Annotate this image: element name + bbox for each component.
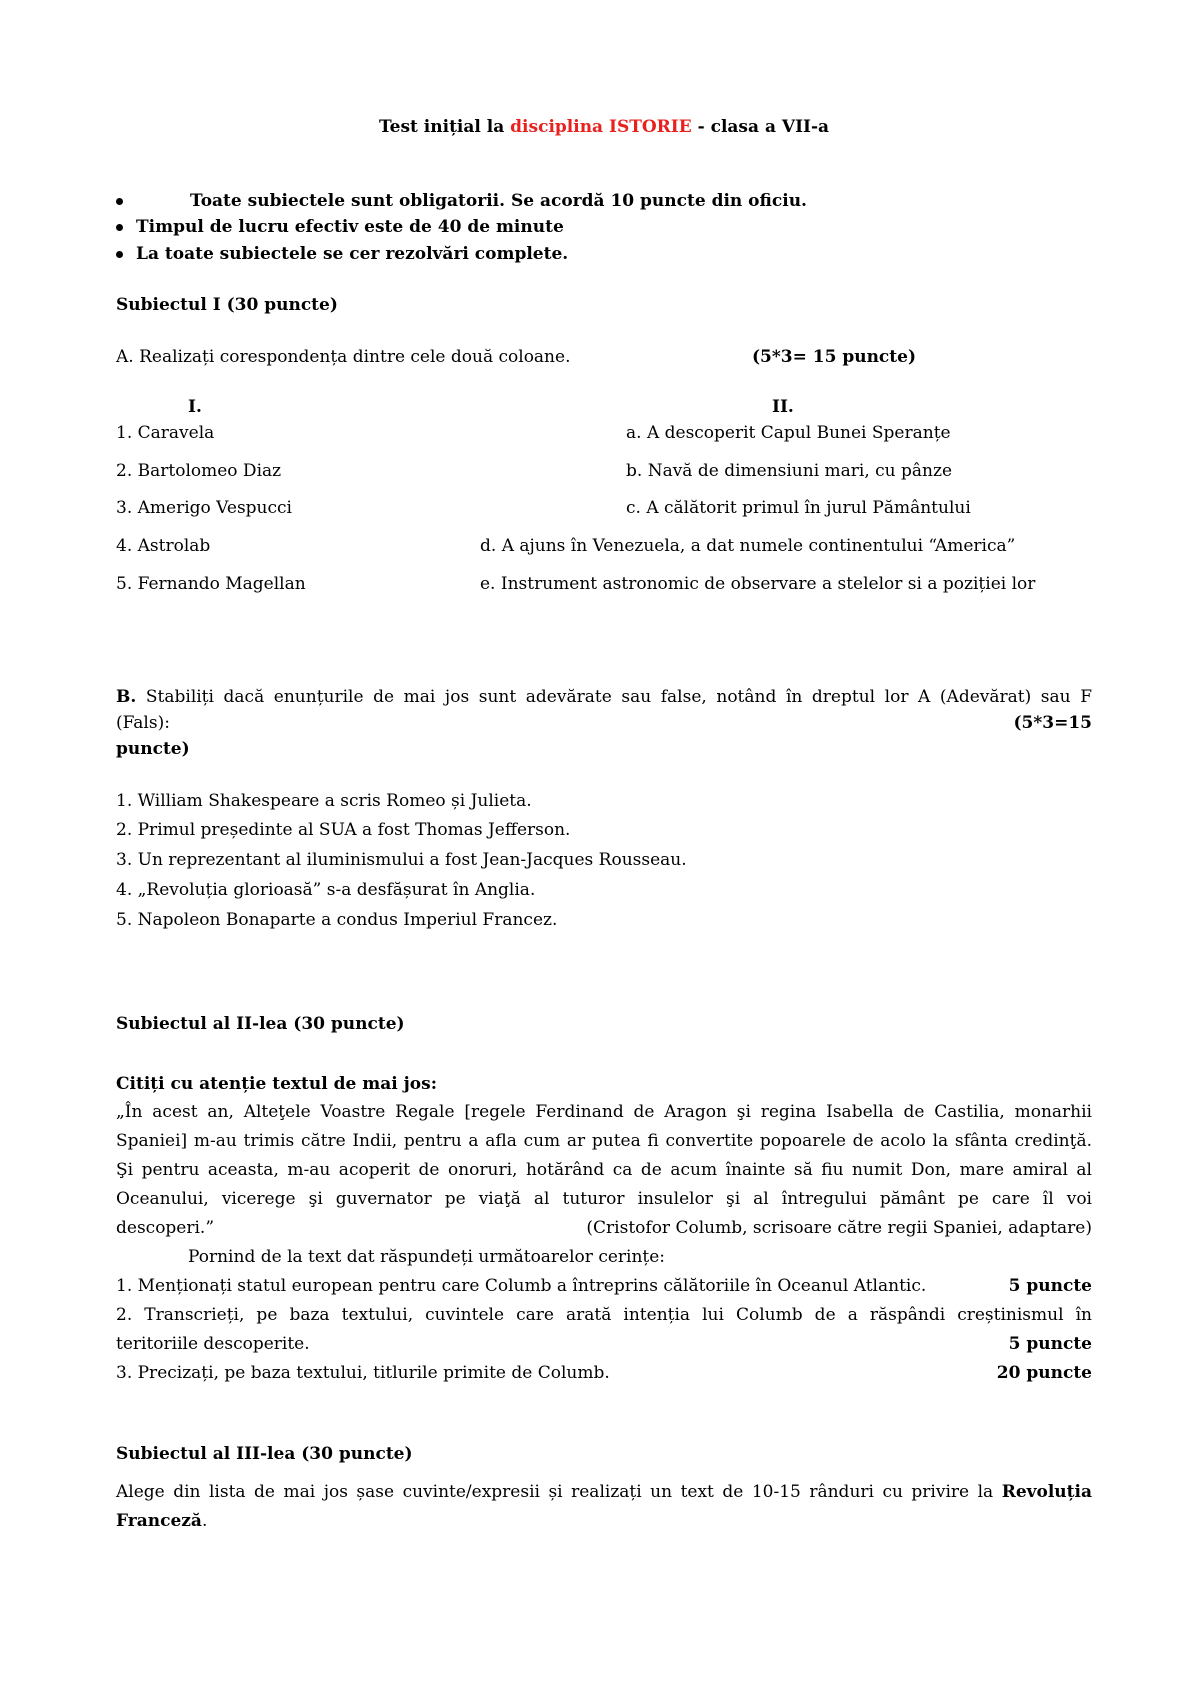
question-1-points: 5 puncte <box>1008 1276 1092 1296</box>
quote-line: „În acest an, Alteţele Voastre Regale [regele Ferdinand de Aragon şi regina Isabella de Castilia, monarhii <box>116 1102 1092 1122</box>
column-2-item: a. A descoperit Capul Bunei Speranțe <box>626 423 951 443</box>
section-1a-points: (5*3= 15 puncte) <box>752 347 916 367</box>
column-1-item: 5. Fernando Magellan <box>116 574 306 594</box>
question-2-points: 5 puncte <box>1008 1334 1092 1354</box>
title-subject: disciplina ISTORIE <box>510 117 692 137</box>
bullet-icon <box>116 251 123 258</box>
quote-line: Şi pentru aceasta, m-au acoperit de onoruri, hotărând ca de acum înainte să fiu numit Don, mare amiral al <box>116 1160 1092 1180</box>
column-2-item: c. A călătorit primul în jurul Pământului <box>626 498 971 518</box>
column-1-item: 4. Astrolab <box>116 536 211 556</box>
column-2-item: e. Instrument astronomic de observare a stelelor si a poziției lor <box>480 574 1036 594</box>
question-3-points: 20 puncte <box>996 1363 1092 1383</box>
question-2: 2. Transcrieți, pe baza textului, cuvintele care arată intenția lui Columb de a răspândi creștinismul în <box>116 1305 1092 1325</box>
column-1-item: 2. Bartolomeo Diaz <box>116 461 282 481</box>
statement-item: 4. „Revoluția glorioasă” s-a desfășurat în Anglia. <box>116 880 536 900</box>
column-2-item: d. A ajuns în Venezuela, a dat numele continentului “America” <box>480 536 1016 556</box>
quote-source: (Cristofor Columb, scrisoare către regii Spaniei, adaptare) <box>586 1218 1092 1238</box>
section-1b-points-cont: puncte) <box>116 739 190 759</box>
section-1-heading: Subiectul I (30 puncte) <box>116 295 338 315</box>
column-2-header: II. <box>772 397 794 417</box>
column-2-item: b. Navă de dimensiuni mari, cu pânze <box>626 461 953 481</box>
statement-item: 2. Primul președinte al SUA a fost Thomas Jefferson. <box>116 820 571 840</box>
column-1-item: 3. Amerigo Vespucci <box>116 498 292 518</box>
question-2-cont: teritoriile descoperite. <box>116 1334 310 1354</box>
column-1-item: 1. Caravela <box>116 423 215 443</box>
column-1-header: I. <box>188 397 202 417</box>
statement-item: 3. Un reprezentant al iluminismului a fost Jean-Jacques Rousseau. <box>116 850 687 870</box>
section-2-instruction: Citiți cu atenție textul de mai jos: <box>116 1074 437 1094</box>
question-1: 1. Menționați statul european pentru care Columb a întreprins călătoriile în Oceanul Atlantic. <box>116 1276 927 1296</box>
section-3-instruction-cont: Franceză. <box>116 1511 208 1531</box>
section-3-heading: Subiectul al III-lea (30 puncte) <box>116 1444 413 1464</box>
questions-lead: Pornind de la text dat răspundeți următoarelor cerințe: <box>188 1247 666 1267</box>
bullet-icon <box>116 224 123 231</box>
section-1b-points: (5*3=15 <box>1013 713 1092 733</box>
section-1a-instruction: A. Realizați corespondența dintre cele două coloane. <box>116 347 571 367</box>
section-1b-instruction-cont: (Fals): <box>116 713 170 733</box>
section-3-instruction: Alege din lista de mai jos șase cuvinte/expresii și realizați un text de 10-15 rânduri cu privire la Revoluția <box>116 1482 1092 1502</box>
statement-item: 1. William Shakespeare a scris Romeo și Julieta. <box>116 791 532 811</box>
page-title: Test inițial la disciplina ISTORIE - clasa a VII-a <box>378 117 830 137</box>
question-3: 3. Precizați, pe baza textului, titlurile primite de Columb. <box>116 1363 610 1383</box>
section-2-heading: Subiectul al II-lea (30 puncte) <box>116 1014 405 1034</box>
quote-line: Spaniei] m-au trimis către Indii, pentru a afla cum ar putea fi convertite popoarele de acolo la sfânta credinţă. <box>116 1131 1092 1151</box>
document-page: Test inițial la disciplina ISTORIE - clasa a VII-a Toate subiectele sunt obligatorii. Se acordă 10 puncte din oficiu. Timpul de lucru efectiv este de 40 de minute La toate subiectele se cer rezolvări complete. Subiectul I (30 puncte) A. Realizați corespondența dintre cele două coloane. (5*3= 15 puncte) I. II. 1. Caravela 2. Bartolomeo Diaz 3. Amerigo Vespucci 4. Astrolab 5. Fernando Magellan a. A descoperit Capul Bunei Speranțe b. Navă de dimensiuni mari, cu pânze c. A călătorit primul în jurul Pământului d. A ajuns în Venezuela, a dat numele continentului “America” e. Instrument astronomic de observare a stelelor si a poziției lor B. Stabiliți dacă enunțurile de mai jos sunt adevărate sau false, notând în dreptul lor A (Adevărat) sau F (Fals): (5*3=15 puncte) 1. William Shakespeare a scris Romeo și Julieta. 2. Primul președinte al SUA a fost Thomas Jefferson. 3. Un reprezentant al iluminismului a fost Jean-Jacques Rousseau. 4. „Revoluția glorioasă” s-a desfășurat în Anglia. 5. Napoleon Bonaparte a condus Imperiul Francez. Subiectul al II-lea (30 puncte) Citiți cu atenție textul de mai jos: „În acest an, Alteţele Voastre Regale [regele Ferdinand de Aragon şi regina Isabella de Castilia, monarhii Spaniei] m-au trimis către Indii, pentru a afla cum ar putea fi convertite popoarele de acolo la sfânta credinţă. Şi pentru aceasta, m-au acoperit de onoruri, hotărând ca de acum înainte să fiu numit Don, mare amiral al Oceanului, vicerege şi guvernator pe viaţă al tuturor insulelor şi al întregului pământ pe care îl voi descoperi.” (Cristofor Columb, scrisoare către regii Spaniei, adaptare) Pornind de la text dat răspundeți următoarelor cerințe: 1. Menționați statul european pentru care Columb a întreprins călătoriile în Oceanul Atlantic. 5 puncte 2. Transcrieți, pe baza textului, cuvintele care arată intenția lui Columb de a răspândi creștinismul în teritoriile descoperite. 5 puncte 3. Precizați, pe baza textului, titlurile primite de Columb. 20 puncte Subiectul al III-lea (30 puncte) Alege din lista de mai jos șase cuvinte/expresii și realizați un text de 10-15 rânduri cu privire la Revoluția Franceză. <box>116 117 1092 1531</box>
bullet-icon <box>116 198 123 205</box>
quote-line: Oceanului, vicerege şi guvernator pe viaţă al tuturor insulelor şi al întregului pământ pe care îl voi <box>116 1189 1092 1209</box>
statement-item: 5. Napoleon Bonaparte a condus Imperiul Francez. <box>116 910 558 930</box>
section-1b-instruction: B. Stabiliți dacă enunțurile de mai jos sunt adevărate sau false, notând în dreptul lor A (Adevărat) sau F <box>116 687 1092 707</box>
quote-end: descoperi.” <box>116 1218 215 1238</box>
